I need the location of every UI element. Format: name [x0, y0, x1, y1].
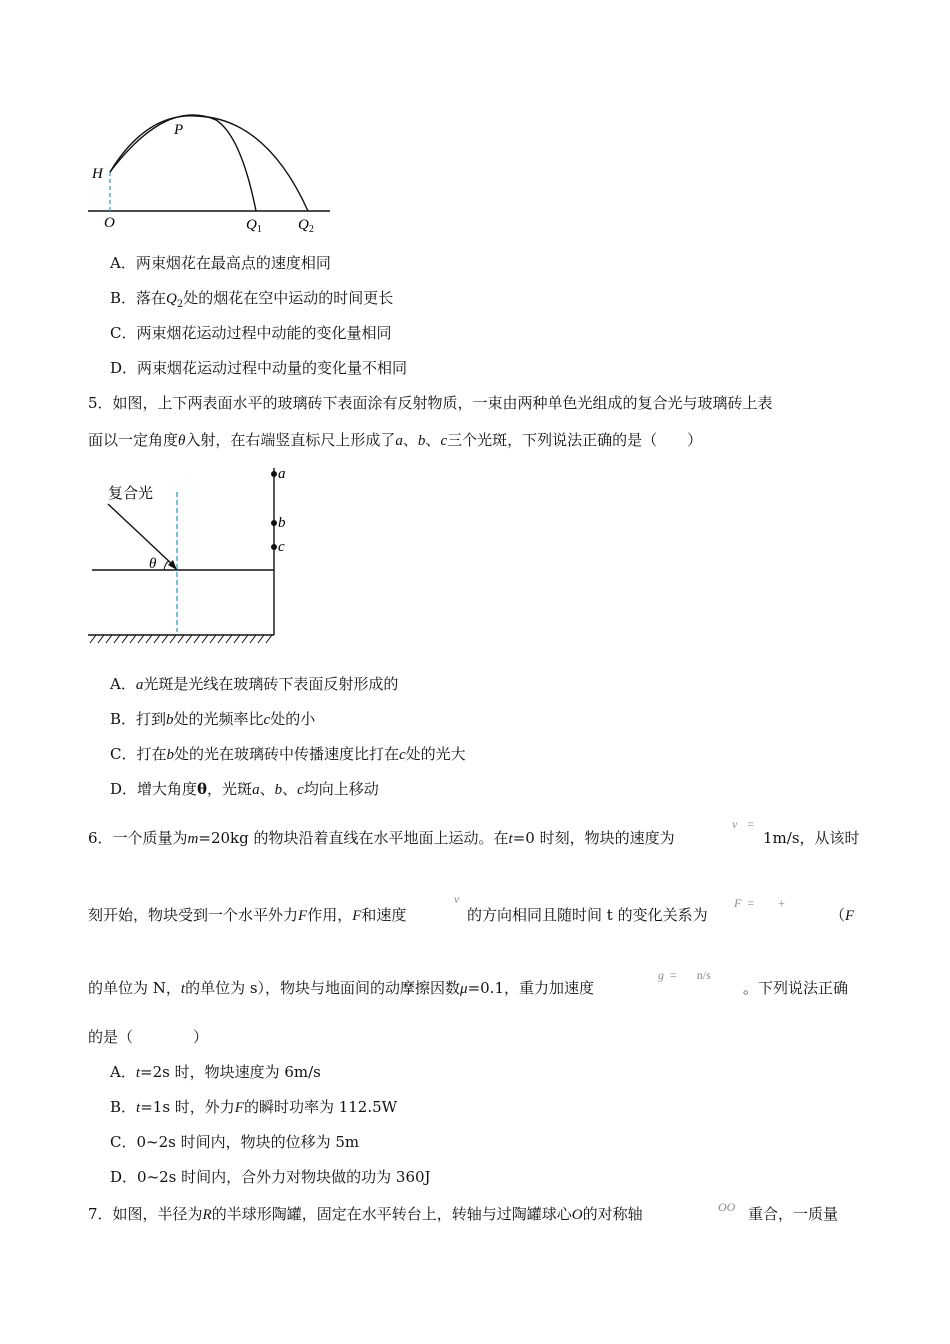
eq: = — [747, 817, 755, 831]
unit: n/s — [696, 968, 711, 982]
q6-option-b — [110, 1097, 397, 1118]
q5-stem-line1: 5．如图，上下两表面水平的玻璃砖下表面涂有反射物质，一束由两种单色光组成的复合光与玻璃砖上表 — [88, 394, 773, 412]
q5-text-b: 入射，在右端竖直标尺上形成了 — [185, 431, 396, 449]
angle-arc — [164, 561, 169, 570]
var: μ — [460, 981, 468, 997]
var: F — [298, 908, 308, 924]
spot-c: c — [440, 433, 448, 449]
opt-text: 的瞬时功率为 112.5W — [243, 1098, 398, 1116]
text: 的对称轴 — [582, 1205, 643, 1223]
q5-option-d — [110, 779, 379, 800]
var: F — [234, 1100, 244, 1116]
var: a — [252, 782, 260, 798]
var: t — [180, 981, 186, 997]
opt-text: 处的光在玻璃砖中传播速度比打在 — [173, 745, 399, 763]
q2-subscript: 2 — [176, 299, 184, 310]
plus: + — [778, 896, 785, 910]
opt-label: C．打在 — [110, 745, 167, 763]
sep: 、 — [402, 431, 418, 449]
formula-v2: v — [454, 892, 460, 906]
opt-label: D．增大角度 — [110, 780, 198, 798]
formula-g — [658, 968, 711, 983]
opt-label: B．打到 — [110, 710, 167, 728]
text: 的单位为 s），物块与地面间的动摩擦因数 — [185, 979, 461, 997]
q5-text-a: 面以一定角度 — [88, 431, 179, 449]
var: t — [135, 1065, 141, 1081]
var: m — [187, 831, 199, 847]
q6-line2-b: 的方向相同且随时间 t 的变化关系为 — [467, 906, 708, 924]
var: b — [274, 782, 283, 798]
var: c — [263, 712, 271, 728]
incident-light-ray — [108, 504, 174, 566]
opt-label: A． — [110, 1063, 136, 1081]
var: F — [845, 908, 855, 924]
text: 6．一个质量为 — [88, 829, 188, 847]
F-symbol: F — [734, 896, 742, 910]
opt-text: 处的光大 — [405, 745, 466, 763]
var: c — [297, 782, 304, 798]
label-composite-light: 复合光 — [108, 486, 154, 502]
var: O — [571, 1207, 583, 1223]
q6-option-d: D．0~2s 时间内，合外力对物块做的功为 360J — [110, 1168, 431, 1186]
label-b: b — [278, 515, 286, 531]
var: b — [166, 747, 174, 763]
sep: 、 — [282, 780, 298, 798]
sep: 、 — [259, 780, 275, 798]
q4-option-b-prefix: B．落在 — [110, 289, 167, 307]
spot-b-dot — [271, 520, 277, 526]
opt-text: 处的小 — [270, 710, 316, 728]
spot-a-dot — [271, 471, 277, 477]
q6-line2-end — [830, 905, 854, 926]
label-H: H — [92, 166, 103, 182]
opt-label: B． — [110, 1098, 137, 1116]
theta-symbol: θ — [178, 433, 186, 449]
trajectory-q2 — [110, 116, 308, 211]
label-O: O — [104, 215, 115, 231]
var: R — [202, 1207, 212, 1223]
paren: （ — [830, 906, 846, 924]
g-symbol: g — [658, 968, 664, 982]
q6-line1-end: 1m/s，从该时 — [763, 829, 860, 847]
var: F — [352, 908, 362, 924]
q4-option-b-text: 处的烟花在空中运动的时间更长 — [183, 289, 394, 307]
opt-text: ，光斑 — [207, 780, 253, 798]
q6-line4: 的是（ ） — [88, 1028, 209, 1046]
eq: = — [670, 968, 677, 982]
q5-text-c: 三个光斑，下列说法正确的是（ ） — [447, 431, 703, 449]
q6-option-c: C．0~2s 时间内，物块的位移为 5m — [110, 1133, 360, 1151]
text: 的半球形陶罐，固定在水平转台上，转轴与过陶罐球心 — [211, 1205, 572, 1223]
q5-stem-line2 — [88, 430, 702, 451]
q5-option-b — [110, 709, 315, 730]
q2-symbol: Q — [166, 291, 177, 307]
label-theta: θ — [149, 556, 157, 572]
spot-b: b — [417, 433, 426, 449]
var: b — [166, 712, 174, 728]
q6-line1 — [88, 828, 675, 849]
theta-bold: θ — [197, 780, 208, 798]
q7-line1-end: 重合，一质量 — [748, 1205, 839, 1223]
q4-option-d: D．两束烟花运动过程中动量的变化量不相同 — [110, 359, 408, 377]
q5-option-c — [110, 744, 466, 765]
q6-line3-end: 。下列说法正确 — [743, 979, 849, 997]
text: =0.1，重力加速度 — [467, 979, 595, 997]
text: 和速度 — [361, 906, 407, 924]
var: a — [135, 677, 144, 693]
text: =0 时刻，物块的速度为 — [512, 829, 675, 847]
eq: = — [747, 896, 755, 910]
formula-F — [734, 896, 785, 911]
label-a: a — [278, 466, 286, 482]
v-symbol: v — [732, 817, 738, 831]
label-c: c — [278, 539, 285, 555]
hatching — [90, 635, 272, 643]
label-Q1: $Q_1$ — [246, 217, 262, 233]
text: 刻开始，物块受到一个水平外力 — [88, 906, 299, 924]
formula-v — [732, 817, 754, 832]
opt-label: A． — [110, 675, 136, 693]
text: =20kg 的物块沿着直线在水平地面上运动。在 — [198, 829, 509, 847]
q4-option-b — [110, 288, 393, 315]
q4-option-a: A．两束烟花在最高点的速度相同 — [110, 254, 331, 272]
sep: 、 — [425, 431, 441, 449]
opt-text: 均向上移动 — [303, 780, 379, 798]
text: 的单位为 N， — [88, 979, 181, 997]
label-Q2: $Q_2$ — [298, 217, 314, 233]
q6-line2 — [88, 905, 406, 926]
var: t — [136, 1100, 141, 1116]
var: c — [399, 747, 406, 763]
formula-OO: OO — [718, 1200, 736, 1214]
q5-option-a — [110, 674, 398, 695]
spot-c-dot — [271, 544, 277, 550]
text: 作用， — [307, 906, 353, 924]
opt-text: 处的光频率比 — [173, 710, 264, 728]
fireworks-figure — [86, 108, 336, 233]
q6-option-a — [110, 1062, 321, 1083]
q4-option-c: C．两束烟花运动过程中动能的变化量相同 — [110, 324, 392, 342]
spot-a: a — [395, 433, 403, 449]
q6-line3 — [88, 978, 594, 999]
opt-text: 光斑是光线在玻璃砖下表面反射形成的 — [143, 675, 399, 693]
text: 7．如图，半径为 — [88, 1205, 203, 1223]
opt-text: =1s 时，外力 — [140, 1098, 235, 1116]
glass-brick-figure — [86, 462, 301, 647]
opt-text: =2s 时，物块速度为 6m/s — [140, 1063, 321, 1081]
label-P: P — [174, 122, 184, 138]
q7-line1 — [88, 1204, 643, 1225]
var: t — [508, 831, 513, 847]
